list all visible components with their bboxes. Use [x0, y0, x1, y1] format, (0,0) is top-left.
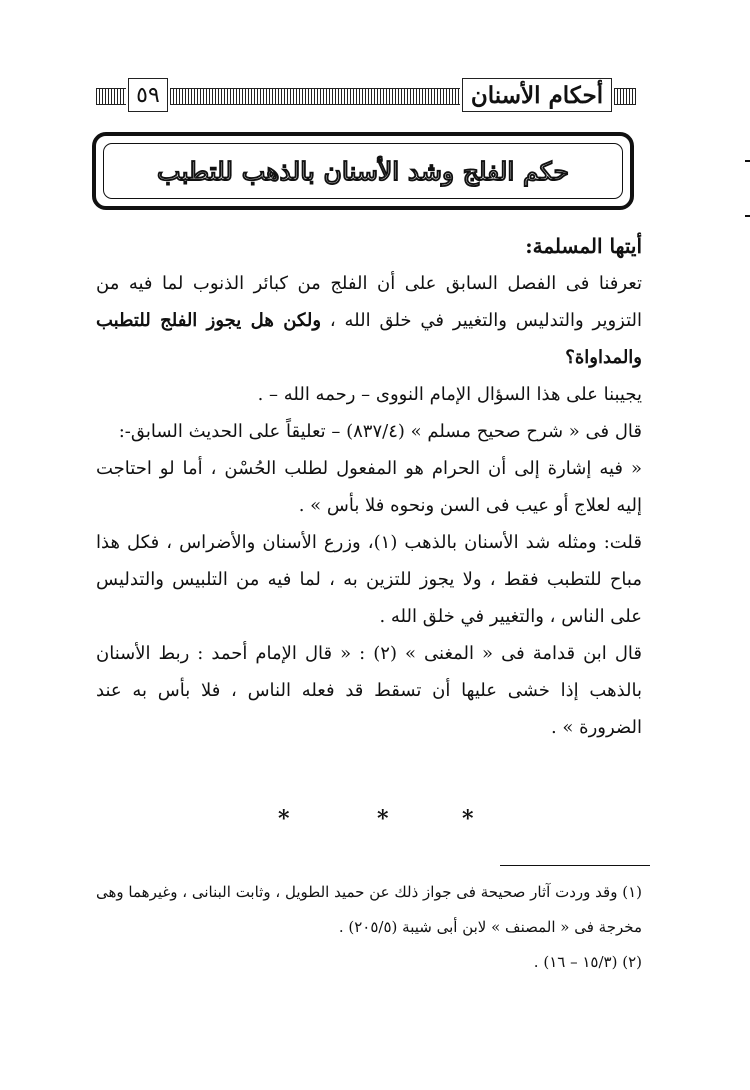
- paragraph-sharh: قال فى « شرح صحيح مسلم » (٨٣٧/٤) – تعليقاً على الحديث السابق-:: [118, 421, 642, 442]
- running-title: أحكام الأسنان: [462, 78, 612, 112]
- margin-mark: [745, 160, 750, 162]
- header-hatch-middle: [170, 88, 460, 105]
- page-number: ٥٩: [128, 78, 168, 112]
- section-separator: [0, 806, 750, 836]
- greeting: أيتها المسلمة:: [525, 234, 642, 258]
- chapter-title: حكم الفلج وشد الأسنان بالذهب للتطبب: [157, 156, 569, 186]
- margin-mark: [745, 215, 750, 217]
- header-hatch-left: [96, 88, 126, 105]
- paragraph-intro: [96, 265, 642, 376]
- paragraph-ibn-qudama: قال ابن قدامة فى « المغنى » (٢) : « قال الإمام أحمد : ربط الأسنان بالذهب إذا خشى عليها أن تسقط قد فعله الناس ، فلا بأس به عند الضرورة » .: [96, 643, 642, 738]
- footnotes: [96, 875, 642, 980]
- header-hatch-right: [614, 88, 636, 105]
- paragraph-quote: « فيه إشارة إلى أن الحرام هو المفعول لطلب الحُسْن ، أما لو احتاجت إليه لعلاج أو عيب فى السن ونحوه فلا بأس » .: [96, 458, 642, 516]
- footnote-2: (٢) (١٥/٣ – ١٦) .: [533, 953, 642, 971]
- question-text: ولكن هل يجوز الفلج للتطبب والمداواة؟: [96, 310, 642, 368]
- body-text: [96, 228, 642, 746]
- footnote-rule: [500, 865, 650, 866]
- chapter-title-frame: [92, 132, 634, 210]
- separator-star: *: [462, 806, 474, 832]
- paragraph-ruling: قلت: ومثله شد الأسنان بالذهب (١)، وزرع الأسنان والأضراس ، فكل هذا مباح للتطبب فقط ، ولا يجوز للتزين به ، لما فيه من التلبيس والتدليس على الناس ، والتغيير في خلق الله .: [96, 532, 642, 627]
- separator-star: *: [278, 806, 290, 832]
- footnote-1: (١) وقد وردت آثار صحيحة فى جواز ذلك عن حميد الطويل ، وثابت البنانى ، وغيرهما وهى مخرجة فى « المصنف » لابن أبى شيبة (٢٠٥/٥) .: [96, 883, 642, 936]
- separator-star: *: [377, 806, 389, 832]
- paragraph-nawawi: يجيبنا على هذا السؤال الإمام النووى – رحمه الله – .: [257, 384, 642, 405]
- paragraph-intro-text: تعرفنا فى الفصل السابق على أن الفلج من كبائر الذنوب لما فيه من التزوير والتدليس والتغيير في خلق الله ،: [96, 273, 642, 331]
- running-header: [96, 78, 636, 114]
- chapter-title-inner-frame: [103, 143, 623, 199]
